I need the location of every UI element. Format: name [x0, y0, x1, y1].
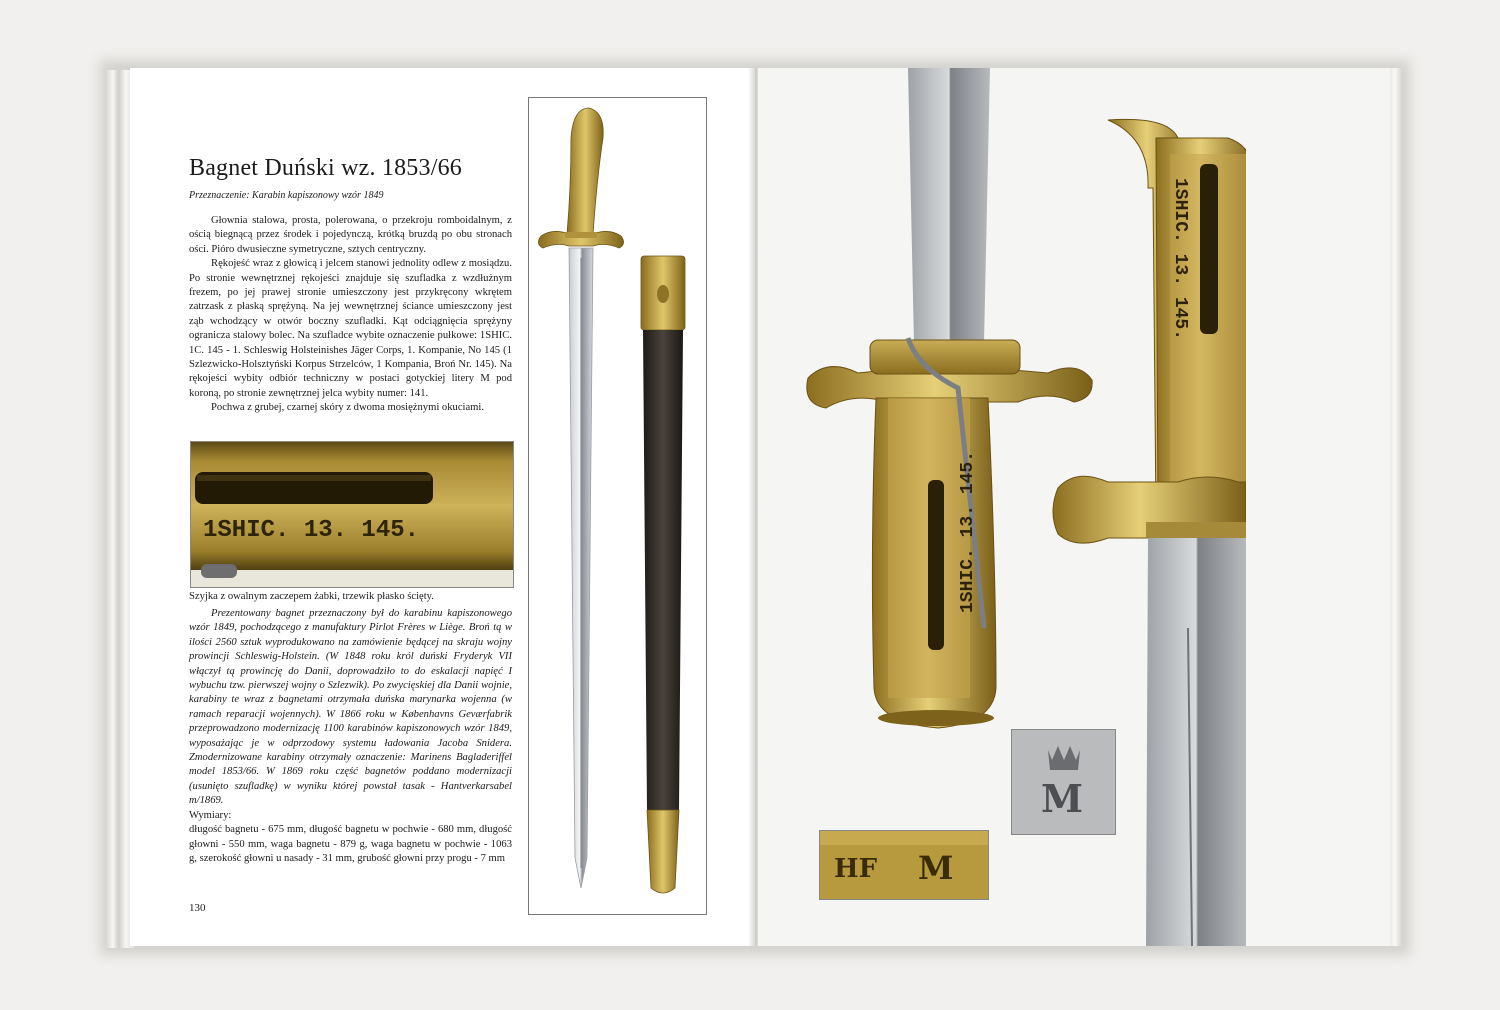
description-text	[189, 214, 512, 416]
marking-closeup-photo	[190, 441, 514, 588]
bayonet-scabbard-photo	[528, 97, 707, 915]
hf-letters-mark: HF	[834, 854, 878, 884]
brass-grip-image	[191, 442, 513, 587]
page-title: Bagnet Duński wz. 1853/66	[189, 155, 462, 181]
crown-m-stamp-photo	[1011, 729, 1116, 835]
crown-m-stamp-image	[1012, 730, 1115, 834]
bayonet-illustration	[529, 98, 706, 914]
dimensions-values: długość bagnetu - 675 mm, długość bagnetu w pochwie - 680 mm, długość głowni - 550 mm, waga bagnetu - 879 g, waga bagnetu w pochwie - 1063 g, szerokość głowni u nasady - 31 mm, grubość głowni przy progu - 7 mm	[189, 824, 512, 865]
left-hilt-marking: 1SHIC. 13. 145.	[958, 450, 978, 613]
dimensions-block	[189, 809, 512, 867]
book-page-edges-right	[1388, 68, 1402, 946]
stamped-marking: 1SHIC. 13. 145.	[203, 517, 420, 544]
paragraph-blade: Głownia stalowa, prosta, polerowana, o przekroju romboidalnym, z ością biegnącą przez środek i pojedynczą, krótką bruzdą po obu stronach ości. Pióro dwusieczne symetryczne, sztych centryczny.	[189, 215, 512, 255]
photo-caption: Szyjka z owalnym zaczepem żabki, trzewik płasko ścięty.	[189, 591, 434, 602]
gothic-letter-mark: M	[1040, 776, 1084, 821]
hf-m-stamp-image	[820, 831, 988, 899]
paragraph-scabbard: Pochwa z grubej, czarnej skóry z dwoma mosiężnymi okuciami.	[211, 402, 485, 414]
paragraph-hilt: Rękojeść wraz z głowicą i jelcem stanowi jednolity odlew z mosiądzu. Po stronie wewnętrznej rękojeści znajduje się szufladka z wzdłużnym frezem, po jej prawej stronie umieszczony jest przykręcony wkrętem zatrzask z płaską sprężyną. Na jej wewnętrznej ściance umieszczony jest ząb wchodzący w otwór boczny szufladki. Kąt odciągnięcia sprężyny ogranicza stalowy bolec. Na szufladce wybite oznaczenie pułkowe: 1SHIC. 1C. 145 - 1. Schleswig Holsteinishes Jäger Corps, 1. Kompanie, No 145 (1 Szlezwicko-Holsztyński Korpus Strzelców, 1 Kompania, Broń Nr. 145). Na rękojeści wybity odbiór techniczny w postaci gotyckiej litery M pod koroną, po stronie zewnętrznej jelca wybity numer: 141.	[189, 258, 512, 399]
history-paragraph: Prezentowany bagnet przeznaczony był do karabinu kapiszonowego wzór 1849, pochodzącego z manufaktury Pirlot Frères w Liège. Broń tą w ilości 2560 sztuk wyprodukowano na zamówienie będącej na skraju wojny prowincji Schleswig-Holstein. (W 1848 roku król duński Fryderyk VII włączył tą prowincję do Danii, doprowadziło to do eskalacji napięć I wybuchu tzw. pierwszej wojny o Szlezwik). Po zwycięskiej dla Danii wojnie, karabiny te wraz z bagnetami otrzymała duńska marynarka wojenna (w ramach reparacji wojennych). W 1866 roku w Københavns Geværfabrik przeprowadzono modernizację 1100 karabinów kapiszonowych wzór 1849, wyposażając je w odprzodowy systemu ładowania Jacoba Snidera. Zmodernizowane karabiny otrzymały oznaczenie: Marinens Bagladeriffel model 1853/66. W 1869 roku część bagnetów poddano modernizacji (usunięto szufladkę) w wyniku której powstał tasak - Hantverkarsabel m/1869.	[189, 608, 512, 807]
hilts-illustration	[758, 68, 1246, 946]
history-text	[189, 607, 512, 809]
page-subtitle: Przeznaczenie: Karabin kapiszonowy wzór 1849	[189, 190, 384, 201]
page-number: 130	[189, 902, 206, 914]
hilt-closeup-photo	[758, 68, 1246, 946]
gothic-letter-mark-small: M	[918, 849, 954, 887]
right-hilt-marking: 1SHIC. 13. 145.	[1170, 178, 1190, 341]
hf-m-stamp-photo	[819, 830, 989, 900]
dimensions-label: Wymiary:	[189, 810, 232, 821]
